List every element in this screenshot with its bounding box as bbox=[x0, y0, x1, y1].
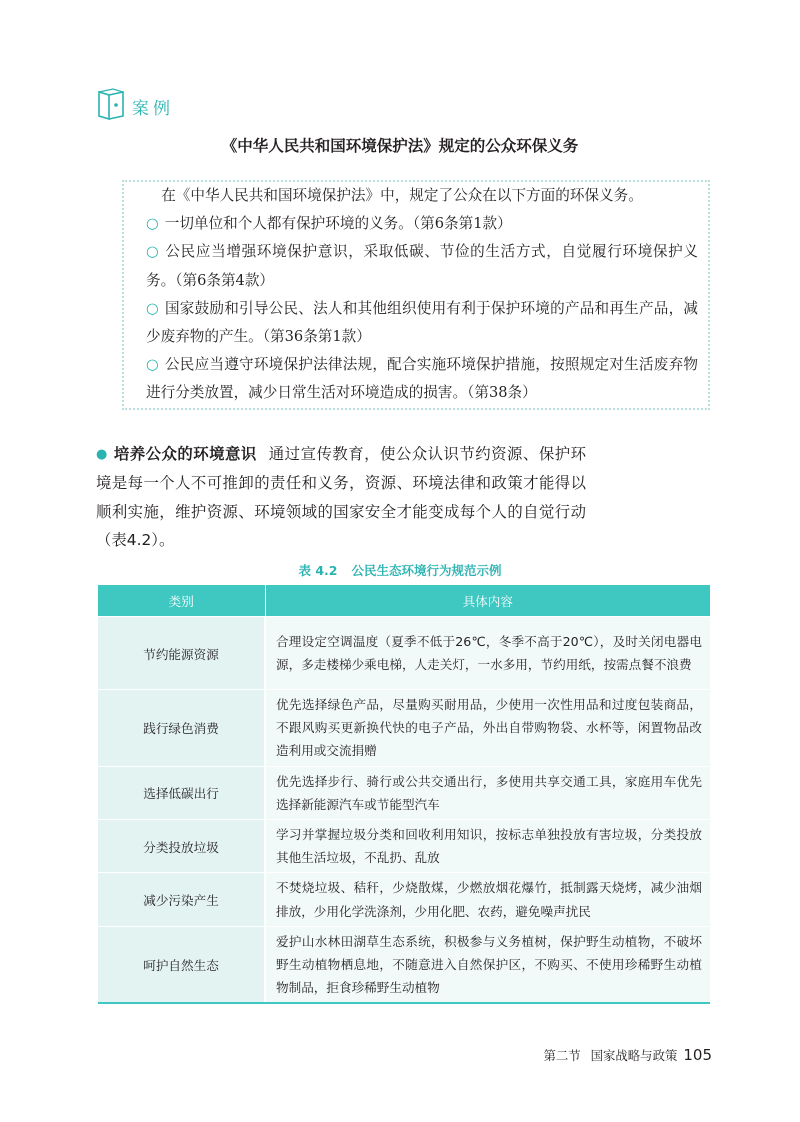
table-row bbox=[98, 926, 710, 1003]
case-intro: 在《中华人民共和国环境保护法》中，规定了公众在以下方面的环保义务。 bbox=[161, 187, 643, 204]
table-row bbox=[98, 690, 710, 767]
case-label: 案例 bbox=[132, 99, 174, 119]
table-cell-category: 分类投放垃圾 bbox=[98, 820, 265, 873]
footer-section: 第二节 bbox=[543, 1048, 581, 1063]
table-cell-content: 合理设定空调温度（夏季不低于26℃，冬季不高于20℃），及时关闭电器电源，多走楼梯少乘电梯，人走关灯，一水多用，节约用纸，按需点餐不浪费 bbox=[265, 617, 710, 690]
page-number: 105 bbox=[683, 1046, 712, 1064]
table-cell-category: 践行绿色消费 bbox=[98, 690, 265, 767]
paragraph-lead: 培养公众的环境意识 bbox=[113, 445, 257, 463]
table-cell-category: 减少污染产生 bbox=[98, 873, 265, 926]
table-header-content: 具体内容 bbox=[265, 585, 710, 617]
table-number: 表 4.2 bbox=[298, 563, 338, 578]
case-text bbox=[132, 182, 698, 408]
body-paragraph bbox=[96, 440, 586, 555]
table-title: 公民生态环境行为规范示例 bbox=[351, 563, 502, 578]
case-book-icon bbox=[96, 86, 126, 120]
table-row bbox=[98, 617, 710, 690]
table-caption bbox=[0, 561, 800, 579]
case-item bbox=[132, 238, 698, 294]
table-cell-content: 学习并掌握垃圾分类和回收利用知识，按标志单独投放有害垃圾，分类投放其他生活垃圾，不乱扔、乱放 bbox=[265, 820, 710, 873]
table-header-row bbox=[98, 585, 710, 617]
circle-bullet-icon: ○ bbox=[146, 299, 159, 317]
case-item-text: 公民应当遵守环境保护法律法规，配合实施环境保护措施，按照规定对生活废弃物进行分类放置，减少日常生活对环境造成的损害。（第38条） bbox=[146, 356, 698, 402]
case-item bbox=[132, 351, 698, 407]
table-row bbox=[98, 766, 710, 819]
circle-bullet-icon: ○ bbox=[146, 243, 160, 261]
table-cell-category: 选择低碳出行 bbox=[98, 766, 265, 819]
table-cell-category: 节约能源资源 bbox=[98, 617, 265, 690]
table-row bbox=[98, 873, 710, 926]
table-header-category: 类别 bbox=[98, 585, 265, 617]
case-item-text: 一切单位和个人都有保护环境的义务。（第6条第1款） bbox=[164, 215, 512, 233]
table-row bbox=[98, 820, 710, 873]
table-cell-content: 爱护山水林田湖草生态系统，积极参与义务植树，保护野生动植物，不破坏野生动植物栖息地，不随意进入自然保护区，不购买、不使用珍稀野生动植物制品，拒食珍稀野生动植物 bbox=[265, 926, 710, 1003]
case-item-text: 国家鼓励和引导公民、法人和其他组织使用有利于保护环境的产品和再生产品，减少废弃物的产生。（第36条第1款） bbox=[146, 299, 698, 346]
case-title: 《中华人民共和国环境保护法》规定的公众环保义务 bbox=[221, 137, 579, 155]
table-cell-content: 优先选择绿色产品，尽量购买耐用品，少使用一次性用品和过度包装商品，不跟风购买更新换代快的电子产品，外出自带购物袋、水杯等，闲置物品改造利用或交流捐赠 bbox=[265, 690, 710, 767]
footer-chapter: 国家战略与政策 bbox=[590, 1048, 678, 1063]
case-item-text: 公民应当增强环境保护意识，采取低碳、节俭的生活方式，自觉履行环境保护义务。（第6条第4款） bbox=[146, 243, 699, 289]
case-item bbox=[132, 210, 698, 238]
table-cell-content: 不焚烧垃圾、秸秆，少烧散煤，少燃放烟花爆竹，抵制露天烧烤，减少油烟排放，少用化学洗涤剂，少用化肥、农药，避免噪声扰民 bbox=[265, 873, 710, 926]
paragraph-text: 通过宣传教育，使公众认识节约资源、保护环境是每一个人不可推卸的责任和义务，资源、环境法律和政策才能得以顺利实施，维护资源、环境领域的国家安全才能变成每个人的自觉行动（表4.2）。 bbox=[96, 445, 586, 550]
table-cell-category: 呵护自然生态 bbox=[98, 926, 265, 1003]
page-footer bbox=[543, 1046, 712, 1064]
case-item bbox=[132, 295, 698, 351]
behavior-table bbox=[98, 585, 710, 1004]
table-cell-content: 优先选择步行、骑行或公共交通出行，多使用共享交通工具，家庭用车优先选择新能源汽车或节能型汽车 bbox=[265, 766, 710, 819]
dot-bullet-icon: ● bbox=[96, 447, 108, 462]
circle-bullet-icon: ○ bbox=[146, 356, 159, 374]
circle-bullet-icon: ○ bbox=[146, 215, 159, 233]
